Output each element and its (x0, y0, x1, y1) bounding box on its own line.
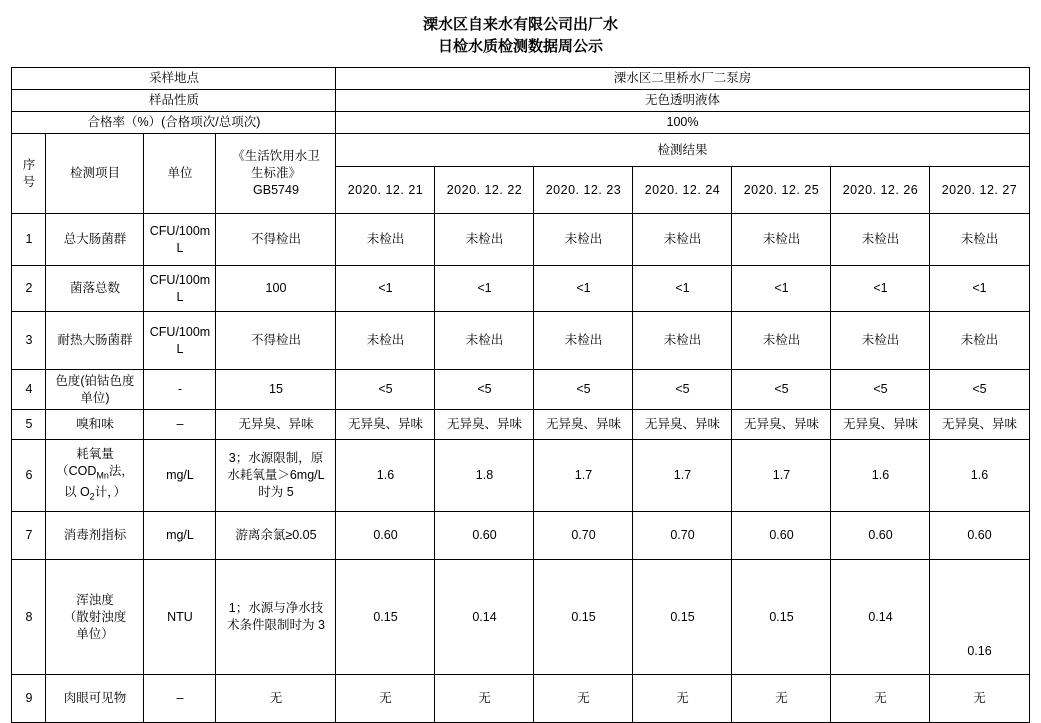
row-value: 未检出 (336, 214, 435, 266)
row-value: 0.60 (336, 512, 435, 560)
title-line-1: 溧水区自来水有限公司出厂水 (422, 16, 618, 33)
row-value: 无 (336, 675, 435, 723)
row-value: 未检出 (732, 312, 831, 370)
row-value: 未检出 (831, 214, 930, 266)
row-value: 未检出 (435, 312, 534, 370)
row-item: 总大肠菌群 (46, 214, 144, 266)
row-value: 1.6 (831, 440, 930, 512)
table-row (12, 410, 1029, 440)
row-value: <1 (930, 266, 1029, 312)
row-seq: 3 (12, 312, 46, 370)
row-unit: mg/L (144, 512, 216, 560)
standard-line-3: GB5749 (253, 183, 299, 197)
row-value: <1 (633, 266, 732, 312)
column-header-date-6: 2020. 12. 26 (831, 167, 930, 214)
row-item: 色度(铂钴色度单位) (46, 370, 144, 410)
row-value: 1.6 (336, 440, 435, 512)
table-row (12, 440, 1029, 512)
row-value: <1 (831, 266, 930, 312)
row-value: <5 (633, 370, 732, 410)
column-header-date-2: 2020. 12. 22 (435, 167, 534, 214)
row-unit: NTU (144, 560, 216, 675)
row-value: 未检出 (930, 214, 1029, 266)
column-header-date-5: 2020. 12. 25 (732, 167, 831, 214)
row-item: 耗氧量 （$COD_{Mn}$法， 以 $O_2$计，） (46, 440, 144, 512)
row-seq: 5 (12, 410, 46, 440)
row-standard: 100 (216, 266, 336, 312)
row-value: 0.60 (732, 512, 831, 560)
row-value: <1 (534, 266, 633, 312)
title-line-2: 日检水质检测数据周公示 (437, 38, 603, 55)
page-title (0, 0, 1041, 58)
row-value: 0.70 (633, 512, 732, 560)
column-header-date-3: 2020. 12. 23 (534, 167, 633, 214)
row-item: 消毒剂指标 (46, 512, 144, 560)
row-standard: 游离余氯≥0.05 (216, 512, 336, 560)
table-row (12, 266, 1029, 312)
row-value: 1.7 (732, 440, 831, 512)
standard-line-2: 生标准》 (250, 166, 301, 180)
column-header-seq (12, 134, 46, 214)
row-value: <5 (831, 370, 930, 410)
row-item: 肉眼可见物 (46, 675, 144, 723)
row-value: 无异臭、异味 (732, 410, 831, 440)
column-header-date-7: 2020. 12. 27 (930, 167, 1029, 214)
row-item: 菌落总数 (46, 266, 144, 312)
row-item: 嗅和味 (46, 410, 144, 440)
row-seq: 6 (12, 440, 46, 512)
row-value: 无 (534, 675, 633, 723)
row-unit: mg/L (144, 440, 216, 512)
row-standard: 1；水源与净水技 术条件限制时为 3 (216, 560, 336, 675)
row-unit: – (144, 410, 216, 440)
row-value: 未检出 (336, 312, 435, 370)
row-value: 无 (831, 675, 930, 723)
row-seq: 4 (12, 370, 46, 410)
row-value: 无异臭、异味 (435, 410, 534, 440)
seq-head-line2: 号 (22, 174, 36, 189)
column-header-date-4: 2020. 12. 24 (633, 167, 732, 214)
row-value: <5 (435, 370, 534, 410)
water-quality-table (11, 67, 1029, 723)
row-value: 无 (732, 675, 831, 723)
row-unit: CFU/100mL (144, 312, 216, 370)
sample-nature-label: 样品性质 (12, 90, 336, 112)
standard-line-1: 《生活饮用水卫 (232, 149, 320, 163)
row-value: 0.14 (435, 560, 534, 675)
row-value: 0.60 (930, 512, 1029, 560)
row-value: 0.15 (336, 560, 435, 675)
row-value: <5 (534, 370, 633, 410)
sampling-site-value: 溧水区二里桥水厂二泵房 (336, 68, 1029, 90)
pass-rate-label: 合格率（%）(合格项次/总项次) (12, 112, 336, 134)
row-value: 0.15 (633, 560, 732, 675)
row-value: 0.60 (831, 512, 930, 560)
table-row (12, 675, 1029, 723)
pass-rate-value: 100% (336, 112, 1029, 134)
row-value: 无 (633, 675, 732, 723)
table-row (12, 512, 1029, 560)
row-seq: 7 (12, 512, 46, 560)
row-seq: 1 (12, 214, 46, 266)
table-row-sampling-site (12, 68, 1029, 90)
row-value: 无异臭、异味 (930, 410, 1029, 440)
table-row (12, 370, 1029, 410)
row-value: <5 (732, 370, 831, 410)
table-row-pass-rate (12, 112, 1029, 134)
column-header-unit: 单位 (144, 134, 216, 214)
row-value: 未检出 (930, 312, 1029, 370)
row-value: <5 (336, 370, 435, 410)
row-standard: 不得检出 (216, 312, 336, 370)
row-standard: 不得检出 (216, 214, 336, 266)
row-standard: 无 (216, 675, 336, 723)
row-unit: CFU/100mL (144, 214, 216, 266)
seq-head-line1: 序 (22, 157, 36, 172)
row-value: 未检出 (435, 214, 534, 266)
row-standard: 15 (216, 370, 336, 410)
row-value: 未检出 (732, 214, 831, 266)
row-value: 1.7 (534, 440, 633, 512)
row-value: 无异臭、异味 (534, 410, 633, 440)
sample-nature-value: 无色透明液体 (336, 90, 1029, 112)
row-value: 无异臭、异味 (336, 410, 435, 440)
row-value: 无异臭、异味 (633, 410, 732, 440)
row-item: 浑浊度 （散射浊度 单位） (46, 560, 144, 675)
row-standard: 3；水源限制，原 水耗氧量＞6mg/L 时为 5 (216, 440, 336, 512)
sampling-site-label: 采样地点 (12, 68, 336, 90)
table-row (12, 214, 1029, 266)
row-value: 0.70 (534, 512, 633, 560)
row-value: <1 (336, 266, 435, 312)
row-value: <1 (435, 266, 534, 312)
row-value: 1.6 (930, 440, 1029, 512)
table-row-sample-nature (12, 90, 1029, 112)
row-value: 1.7 (633, 440, 732, 512)
row-value: 未检出 (534, 214, 633, 266)
row-value: 1.8 (435, 440, 534, 512)
row-value: 0.14 (831, 560, 930, 675)
row-value: 未检出 (534, 312, 633, 370)
row-value: 未检出 (633, 214, 732, 266)
row-seq: 8 (12, 560, 46, 675)
row-value: <5 (930, 370, 1029, 410)
table-header-row-1 (12, 134, 1029, 167)
row-value: 未检出 (633, 312, 732, 370)
row-unit: CFU/100mL (144, 266, 216, 312)
row-value: 无 (930, 675, 1029, 723)
row-seq: 2 (12, 266, 46, 312)
row-value: 0.60 (435, 512, 534, 560)
table-row (12, 312, 1029, 370)
table-row (12, 560, 1029, 675)
row-value: 未检出 (831, 312, 930, 370)
row-item: 耐热大肠菌群 (46, 312, 144, 370)
column-header-results: 检测结果 (336, 134, 1029, 167)
column-header-date-1: 2020. 12. 21 (336, 167, 435, 214)
row-standard: 无异臭、异味 (216, 410, 336, 440)
row-value: 无 (435, 675, 534, 723)
row-value: 0.16 (930, 560, 1029, 675)
column-header-standard (216, 134, 336, 214)
row-unit: - (144, 370, 216, 410)
row-value: 0.15 (534, 560, 633, 675)
row-value: 无异臭、异味 (831, 410, 930, 440)
column-header-item: 检测项目 (46, 134, 144, 214)
row-unit: – (144, 675, 216, 723)
row-value: <1 (732, 266, 831, 312)
row-value: 0.15 (732, 560, 831, 675)
row-seq: 9 (12, 675, 46, 723)
